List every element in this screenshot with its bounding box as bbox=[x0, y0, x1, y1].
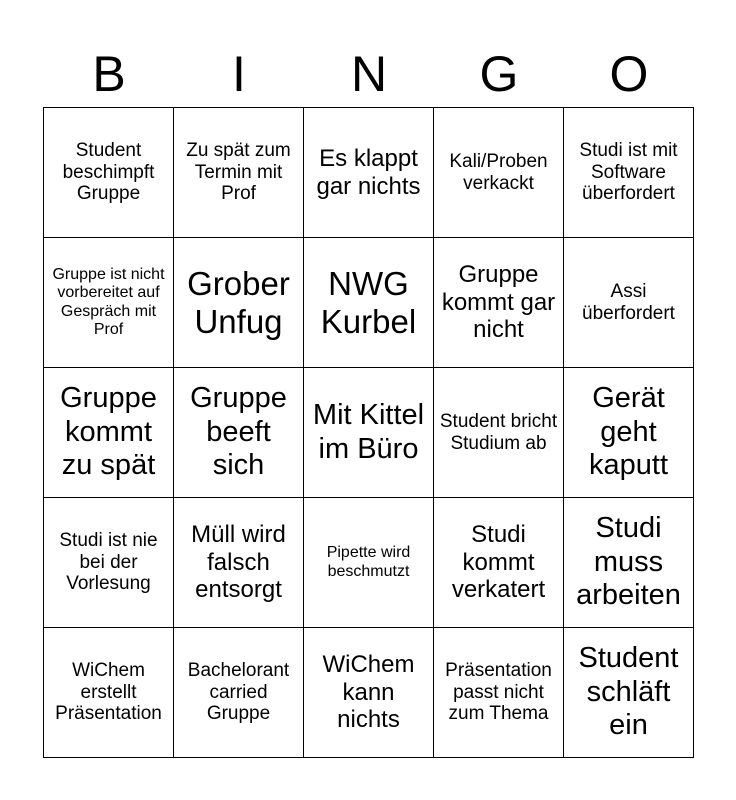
bingo-header bbox=[44, 38, 694, 110]
bingo-cell[interactable]: Student bricht Studium ab bbox=[434, 368, 564, 498]
bingo-cell[interactable]: Studi ist nie bei der Vorlesung bbox=[44, 498, 174, 628]
bingo-cell[interactable]: Grober Unfug bbox=[174, 238, 304, 368]
bingo-cell[interactable]: Mit Kittel im Büro bbox=[304, 368, 434, 498]
bingo-cell[interactable]: WiChem erstellt Präsentation bbox=[44, 628, 174, 758]
board-row bbox=[44, 498, 694, 628]
header-letter-i: I bbox=[232, 46, 246, 102]
bingo-cell[interactable]: Bachelorant carried Gruppe bbox=[174, 628, 304, 758]
bingo-cell[interactable]: Gruppe beeft sich bbox=[174, 368, 304, 498]
header-letter-g: G bbox=[479, 46, 519, 102]
bingo-cell[interactable]: Gruppe kommt zu spät bbox=[44, 368, 174, 498]
bingo-cell[interactable]: Studi kommt verkatert bbox=[434, 498, 564, 628]
bingo-cell[interactable]: Müll wird falsch entsorgt bbox=[174, 498, 304, 628]
bingo-cell[interactable]: Zu spät zum Termin mit Prof bbox=[174, 108, 304, 238]
header-letter-b: B bbox=[92, 46, 126, 102]
header-letter-o: O bbox=[609, 46, 649, 102]
bingo-board bbox=[43, 107, 694, 758]
board-row bbox=[44, 368, 694, 498]
board-row bbox=[44, 238, 694, 368]
bingo-cell[interactable]: Student schläft ein bbox=[564, 628, 694, 758]
bingo-cell[interactable]: NWG Kurbel bbox=[304, 238, 434, 368]
bingo-cell[interactable]: Präsentation passt nicht zum Thema bbox=[434, 628, 564, 758]
bingo-cell[interactable]: WiChem kann nichts bbox=[304, 628, 434, 758]
bingo-cell[interactable]: Studi muss arbeiten bbox=[564, 498, 694, 628]
bingo-cell[interactable]: Gerät geht kaputt bbox=[564, 368, 694, 498]
bingo-cell[interactable]: Gruppe kommt gar nicht bbox=[434, 238, 564, 368]
bingo-cell[interactable]: Es klappt gar nichts bbox=[304, 108, 434, 238]
board-row bbox=[44, 108, 694, 238]
bingo-cell[interactable]: Assi überfordert bbox=[564, 238, 694, 368]
bingo-cell[interactable]: Gruppe ist nicht vorbereitet auf Gespräch mit Prof bbox=[44, 238, 174, 368]
bingo-cell[interactable]: Student beschimpft Gruppe bbox=[44, 108, 174, 238]
bingo-cell[interactable]: Studi ist mit Software überfordert bbox=[564, 108, 694, 238]
header-letter-n: N bbox=[350, 46, 388, 102]
bingo-cell[interactable]: Pipette wird beschmutzt bbox=[304, 498, 434, 628]
bingo-cell[interactable]: Kali/Proben verkackt bbox=[434, 108, 564, 238]
board-row bbox=[44, 628, 694, 758]
